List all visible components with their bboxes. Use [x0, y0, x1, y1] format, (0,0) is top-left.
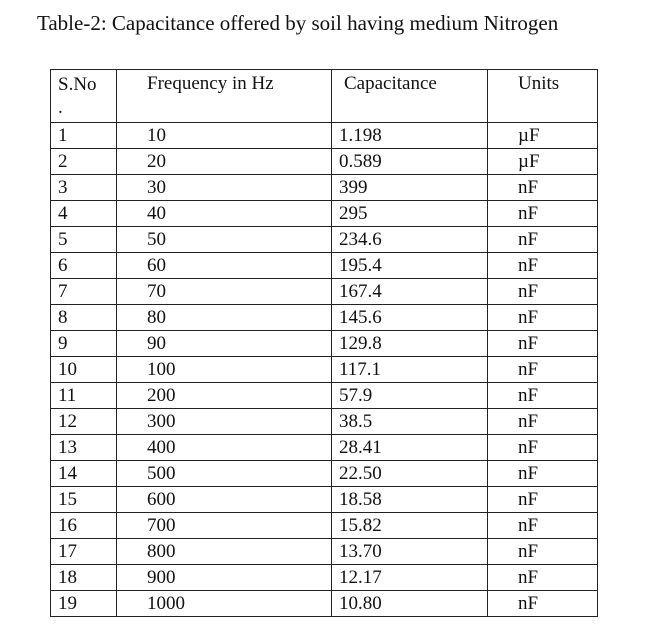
cell-frequency: 60	[117, 253, 332, 279]
cell-units: nF	[488, 461, 598, 487]
cell-frequency: 100	[117, 357, 332, 383]
header-sno-label: S.No	[58, 74, 97, 95]
table-row	[51, 253, 598, 279]
cell-units: nF	[488, 357, 598, 383]
table-row	[51, 461, 598, 487]
cell-units: nF	[488, 409, 598, 435]
cell-sno: 7	[51, 279, 117, 305]
cell-frequency: 1000	[117, 591, 332, 617]
cell-units: nF	[488, 279, 598, 305]
cell-sno: 4	[51, 201, 117, 227]
cell-frequency: 90	[117, 331, 332, 357]
cell-units: µF	[488, 149, 598, 175]
table-row	[51, 565, 598, 591]
cell-units: nF	[488, 435, 598, 461]
table-row	[51, 149, 598, 175]
table-row	[51, 409, 598, 435]
table-row	[51, 591, 598, 617]
cell-sno: 14	[51, 461, 117, 487]
cell-capacitance: 399	[332, 175, 488, 201]
header-sno-dot: .	[58, 97, 63, 118]
cell-units: nF	[488, 539, 598, 565]
table-row	[51, 331, 598, 357]
cell-capacitance: 12.17	[332, 565, 488, 591]
cell-frequency: 80	[117, 305, 332, 331]
cell-sno: 19	[51, 591, 117, 617]
cell-frequency: 50	[117, 227, 332, 253]
cell-capacitance: 0.589	[332, 149, 488, 175]
cell-frequency: 900	[117, 565, 332, 591]
cell-frequency: 40	[117, 201, 332, 227]
table-caption: Table-2: Capacitance offered by soil having medium Nitrogen	[37, 11, 559, 35]
cell-units: nF	[488, 305, 598, 331]
cell-sno: 8	[51, 305, 117, 331]
table-row	[51, 201, 598, 227]
cell-capacitance: 15.82	[332, 513, 488, 539]
cell-sno: 6	[51, 253, 117, 279]
cell-units: nF	[488, 487, 598, 513]
cell-sno: 17	[51, 539, 117, 565]
cell-frequency: 10	[117, 123, 332, 149]
cell-capacitance: 18.58	[332, 487, 488, 513]
cell-units: nF	[488, 227, 598, 253]
header-capacitance: Capacitance	[332, 70, 488, 123]
cell-units: nF	[488, 383, 598, 409]
cell-sno: 16	[51, 513, 117, 539]
header-row	[51, 70, 598, 123]
cell-units: nF	[488, 331, 598, 357]
cell-capacitance: 167.4	[332, 279, 488, 305]
cell-frequency: 700	[117, 513, 332, 539]
table-row	[51, 175, 598, 201]
cell-units: nF	[488, 201, 598, 227]
cell-capacitance: 38.5	[332, 409, 488, 435]
cell-capacitance: 195.4	[332, 253, 488, 279]
cell-units: nF	[488, 513, 598, 539]
cell-sno: 13	[51, 435, 117, 461]
cell-units: nF	[488, 175, 598, 201]
cell-frequency: 30	[117, 175, 332, 201]
cell-sno: 3	[51, 175, 117, 201]
cell-capacitance: 1.198	[332, 123, 488, 149]
cell-capacitance: 129.8	[332, 331, 488, 357]
header-sno	[51, 70, 117, 123]
cell-capacitance: 22.50	[332, 461, 488, 487]
cell-frequency: 400	[117, 435, 332, 461]
cell-capacitance: 13.70	[332, 539, 488, 565]
table-row	[51, 487, 598, 513]
cell-sno: 5	[51, 227, 117, 253]
header-frequency: Frequency in Hz	[117, 70, 332, 123]
header-units: Units	[488, 70, 598, 123]
capacitance-table	[50, 69, 598, 617]
cell-frequency: 300	[117, 409, 332, 435]
cell-capacitance: 57.9	[332, 383, 488, 409]
cell-frequency: 20	[117, 149, 332, 175]
cell-frequency: 70	[117, 279, 332, 305]
cell-units: nF	[488, 591, 598, 617]
cell-capacitance: 234.6	[332, 227, 488, 253]
table-row	[51, 435, 598, 461]
cell-frequency: 800	[117, 539, 332, 565]
cell-capacitance: 117.1	[332, 357, 488, 383]
table-row	[51, 279, 598, 305]
cell-frequency: 500	[117, 461, 332, 487]
table-row	[51, 123, 598, 149]
cell-units: µF	[488, 123, 598, 149]
cell-sno: 10	[51, 357, 117, 383]
table-row	[51, 383, 598, 409]
table-row	[51, 227, 598, 253]
cell-frequency: 600	[117, 487, 332, 513]
cell-units: nF	[488, 253, 598, 279]
cell-sno: 11	[51, 383, 117, 409]
cell-sno: 12	[51, 409, 117, 435]
table-row	[51, 513, 598, 539]
cell-sno: 15	[51, 487, 117, 513]
cell-sno: 18	[51, 565, 117, 591]
table-header	[51, 70, 598, 123]
cell-units: nF	[488, 565, 598, 591]
cell-capacitance: 10.80	[332, 591, 488, 617]
cell-capacitance: 28.41	[332, 435, 488, 461]
table-row	[51, 305, 598, 331]
table-row	[51, 357, 598, 383]
cell-sno: 2	[51, 149, 117, 175]
cell-sno: 1	[51, 123, 117, 149]
cell-capacitance: 295	[332, 201, 488, 227]
table-row	[51, 539, 598, 565]
table-body	[51, 123, 598, 617]
cell-sno: 9	[51, 331, 117, 357]
cell-capacitance: 145.6	[332, 305, 488, 331]
cell-frequency: 200	[117, 383, 332, 409]
